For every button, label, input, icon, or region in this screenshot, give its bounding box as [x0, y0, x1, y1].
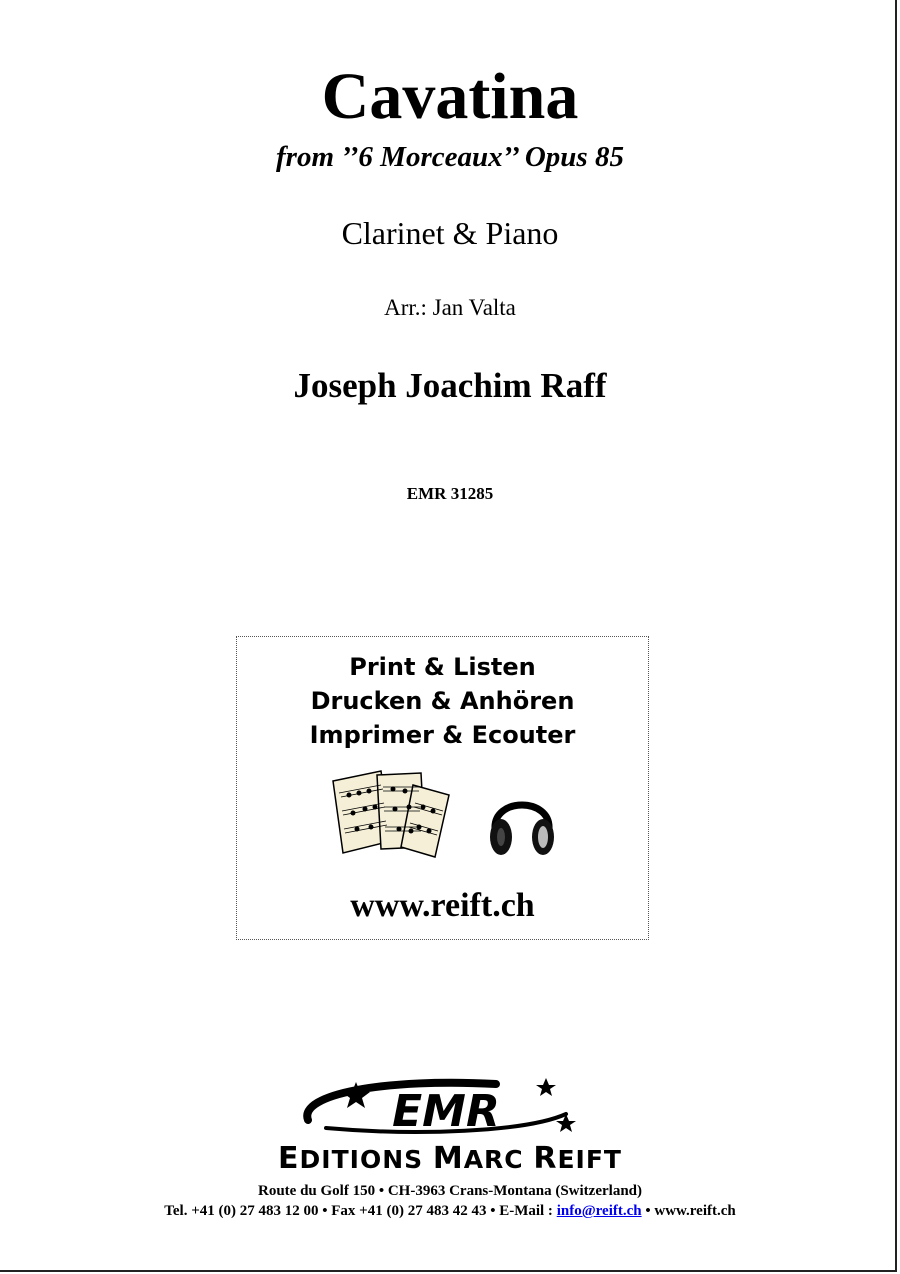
- catalog-number: EMR 31285: [406, 484, 494, 503]
- contact-website[interactable]: • www.reift.ch: [641, 1203, 736, 1219]
- email-link[interactable]: info@reift.ch: [556, 1203, 642, 1219]
- headphones-icon: [487, 781, 557, 861]
- subtitle: from ’’6 Morceaux’’ Opus 85: [276, 141, 624, 173]
- promo-url[interactable]: www.reift.ch: [350, 887, 535, 924]
- publisher-address: Route du Golf 150 • CH-3963 Crans-Montana (Switzerland): [258, 1183, 642, 1199]
- sheet-music-icon: [329, 767, 457, 859]
- emr-logo: [296, 1076, 586, 1138]
- instrumentation: Clarinet & Piano: [341, 215, 559, 251]
- promo-line-french: Imprimer & Ecouter: [309, 721, 576, 749]
- contact-phone-fax: Tel. +41 (0) 27 483 12 00 • Fax +41 (0) 27 483 42 43 • E-Mail :: [164, 1203, 557, 1219]
- print-listen-box[interactable]: [236, 636, 649, 940]
- arranger: Arr.: Jan Valta: [384, 295, 516, 320]
- publisher-contact: [0, 1201, 900, 1221]
- composer: Joseph Joachim Raff: [293, 366, 607, 405]
- promo-line-german: Drucken & Anhören: [310, 687, 575, 715]
- logo-text: EMR: [392, 1086, 500, 1137]
- publisher-name: EDITIONS MARC REIFT: [278, 1141, 622, 1176]
- promo-line-english: Print & Listen: [349, 653, 536, 681]
- page-title: Cavatina: [321, 60, 579, 133]
